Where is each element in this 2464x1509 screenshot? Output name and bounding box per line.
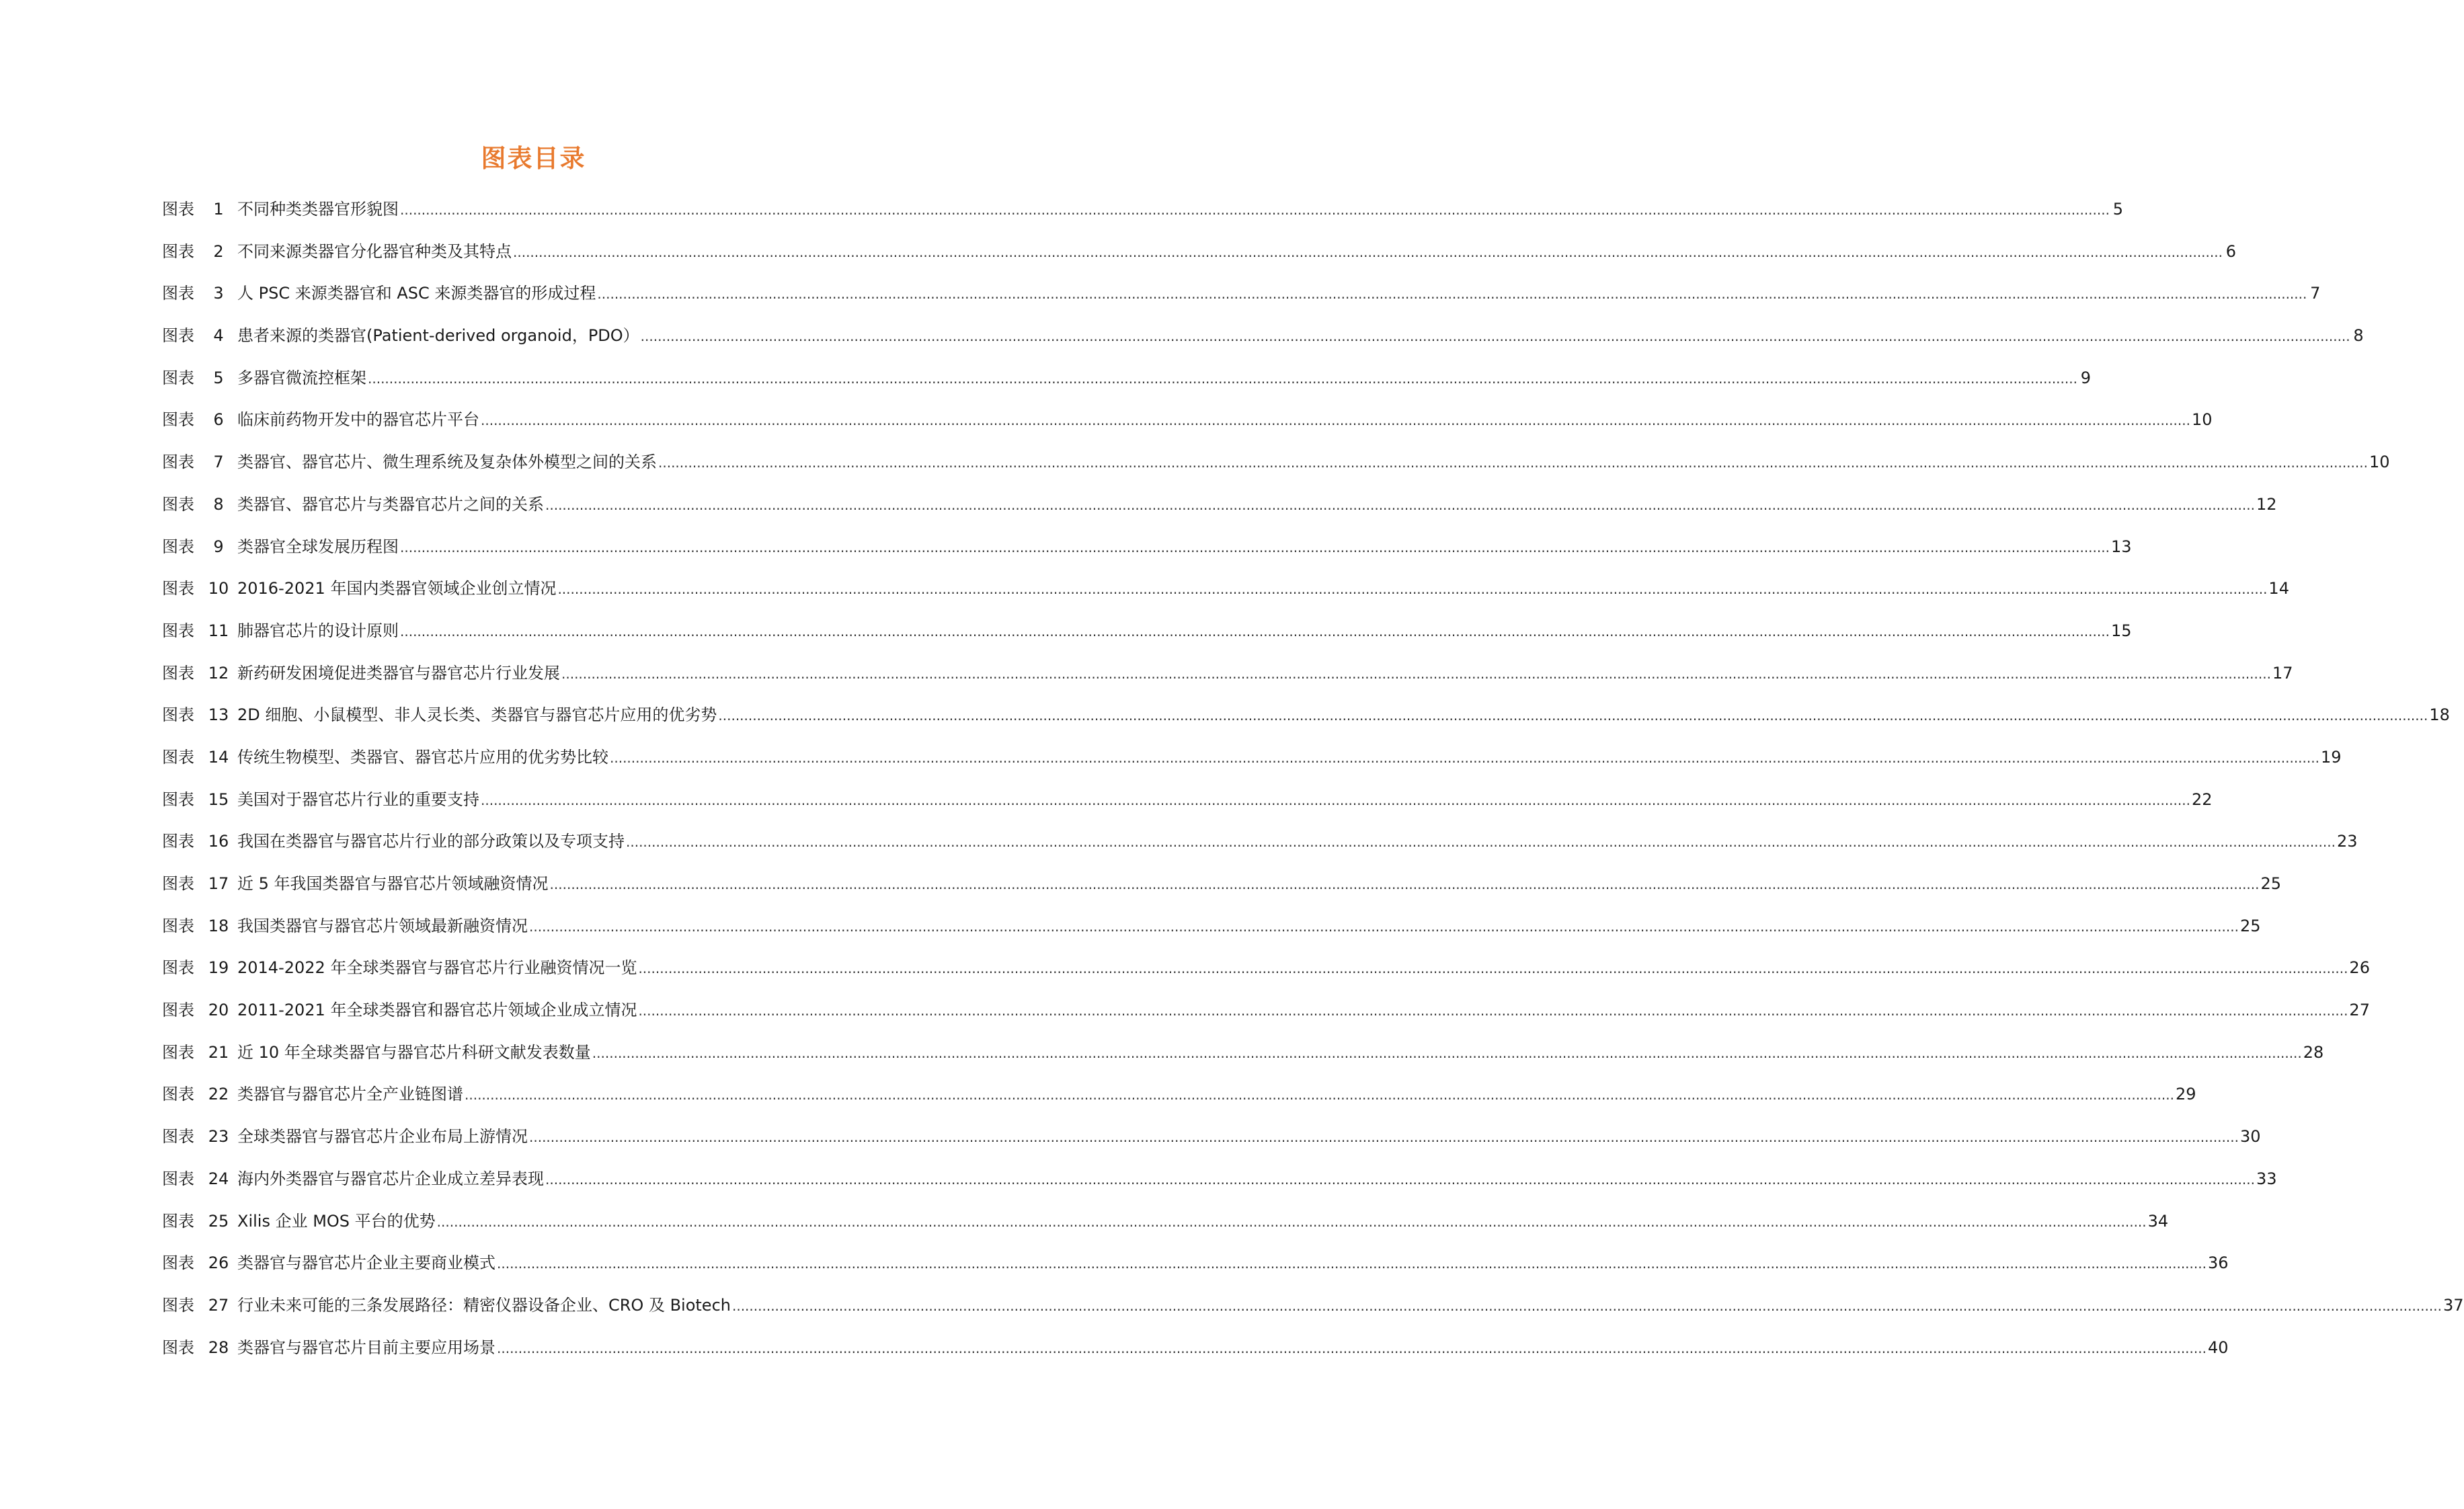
toc-leader-dots: ................................................................................................................................................................................................................................................................................................................................................................................................................ [465, 1087, 2174, 1104]
toc-entry[interactable] [162, 610, 2132, 652]
toc-entry-number: 17 [208, 874, 229, 893]
toc-entry[interactable] [162, 989, 2370, 1032]
toc-leader-dots: ................................................................................................................................................................................................................................................................................................................................................................................................................ [436, 1213, 2147, 1230]
toc-entry-number: 10 [208, 579, 229, 598]
toc-entry-page: 25 [2239, 916, 2261, 935]
toc-entry-page: 23 [2336, 832, 2358, 851]
toc-entry[interactable] [162, 1242, 2229, 1284]
toc-entry-label: 图表 [162, 789, 194, 809]
toc-leader-dots: ................................................................................................................................................................................................................................................................................................................................................................................................................ [481, 791, 2190, 808]
toc-entry[interactable] [162, 820, 2358, 863]
toc-entry[interactable] [162, 483, 2277, 526]
toc-entry-label: 图表 [162, 326, 194, 346]
toc-entry-number: 4 [213, 326, 224, 346]
toc-entry-title: 多器官微流控框架 [237, 368, 366, 387]
toc-entry[interactable] [162, 231, 2236, 273]
toc-entry-label: 图表 [162, 832, 194, 851]
toc-entry-label: 图表 [162, 916, 194, 935]
toc-entry-title: 类器官与器官芯片企业主要商业模式 [237, 1253, 495, 1273]
page-title: 图表目录 [481, 144, 586, 173]
toc-entry-number: 19 [208, 958, 229, 978]
toc-entry-number: 13 [208, 705, 229, 725]
toc-entry-title: 近 10 年全球类器官与器官芯片科研文献发表数量 [237, 1042, 591, 1062]
toc-entry-label: 图表 [162, 1253, 194, 1273]
toc-entry-number: 7 [213, 453, 224, 472]
toc-entry-title: 行业未来可能的三条发展路径：精密仪器设备企业、CRO 及 Biotech [237, 1295, 731, 1315]
toc-entry-label: 图表 [162, 241, 194, 261]
toc-entry-label: 图表 [162, 453, 194, 472]
toc-entry-title: 类器官、器官芯片与类器官芯片之间的关系 [237, 494, 544, 514]
toc-leader-dots: ................................................................................................................................................................................................................................................................................................................................................................................................................ [497, 1340, 2207, 1356]
toc-leader-dots: ................................................................................................................................................................................................................................................................................................................................................................................................................ [638, 1003, 2348, 1019]
toc-entry-title: 我国类器官与器官芯片领域最新融资情况 [237, 916, 528, 935]
toc-entry-label: 图表 [162, 747, 194, 767]
toc-entry-title: 人 PSC 来源类器官和 ASC 来源类器官的形成过程 [237, 284, 596, 303]
toc-entry-label: 图表 [162, 579, 194, 598]
toc-entry-number: 25 [208, 1211, 229, 1231]
toc-entry[interactable] [162, 526, 2132, 568]
toc-entry-title: Xilis 企业 MOS 平台的优势 [237, 1211, 436, 1231]
toc-entry[interactable] [162, 736, 2342, 779]
toc-entry-label: 图表 [162, 1295, 194, 1315]
toc-entry-label: 图表 [162, 1127, 194, 1147]
toc-entry-number: 3 [213, 284, 224, 303]
toc-entry-number: 1 [213, 200, 224, 219]
toc-entry[interactable] [162, 1116, 2261, 1158]
toc-entry-page: 36 [2207, 1253, 2229, 1273]
toc-entry-title: 全球类器官与器官芯片企业布局上游情况 [237, 1127, 528, 1147]
toc-entry-number: 21 [208, 1042, 229, 1062]
toc-entry-number: 20 [208, 1001, 229, 1020]
toc-leader-dots: ................................................................................................................................................................................................................................................................................................................................................................................................................ [513, 243, 2223, 260]
toc-entry-number: 6 [213, 410, 224, 430]
toc-entry-page: 34 [2147, 1211, 2169, 1231]
toc-entry-title: 美国对于器官芯片行业的重要支持 [237, 789, 479, 809]
toc-entry[interactable] [162, 1032, 2324, 1074]
toc-entry[interactable] [162, 947, 2370, 989]
toc-leader-dots: ................................................................................................................................................................................................................................................................................................................................................................................................................ [400, 623, 2110, 640]
toc-entry[interactable] [162, 441, 2390, 483]
toc-entry[interactable] [162, 357, 2091, 399]
toc-entry-number: 5 [213, 368, 224, 387]
toc-leader-dots: ................................................................................................................................................................................................................................................................................................................................................................................................................ [561, 665, 2271, 682]
toc-entry-page: 18 [2429, 705, 2450, 725]
toc-entry-page: 27 [2349, 1001, 2370, 1020]
toc-leader-dots: ................................................................................................................................................................................................................................................................................................................................................................................................................ [640, 328, 2350, 345]
toc-entry-title: 不同种类类器官形貌图 [237, 200, 399, 219]
toc-entry-number: 9 [213, 537, 224, 556]
toc-entry-label: 图表 [162, 1169, 194, 1188]
toc-entry-page: 14 [2268, 579, 2289, 598]
toc-entry-title: 临床前药物开发中的器官芯片平台 [237, 410, 479, 430]
toc-entry-label: 图表 [162, 874, 194, 893]
toc-entry-number: 14 [208, 747, 229, 767]
toc-entry-page: 6 [2225, 241, 2236, 261]
toc-leader-dots: ................................................................................................................................................................................................................................................................................................................................................................................................................ [658, 455, 2368, 471]
toc-leader-dots: ................................................................................................................................................................................................................................................................................................................................................................................................................ [597, 286, 2307, 303]
toc-entry-page: 9 [2080, 368, 2091, 387]
toc-entry[interactable] [162, 652, 2293, 695]
toc-entry-title: 类器官与器官芯片全产业链图谱 [237, 1085, 463, 1104]
toc-entry[interactable] [162, 188, 2123, 231]
toc-entry-title: 类器官、器官芯片、微生理系统及复杂体外模型之间的关系 [237, 453, 657, 472]
toc-entry[interactable] [162, 272, 2321, 315]
toc-entry[interactable] [162, 1200, 2169, 1243]
toc-entry-title: 2011-2021 年全球类器官和器官芯片领域企业成立情况 [237, 1001, 637, 1020]
toc-entry-page: 15 [2110, 621, 2132, 640]
toc-entry-number: 22 [208, 1085, 229, 1104]
toc-entry-title: 2016-2021 年国内类器官领域企业创立情况 [237, 579, 557, 598]
toc-entry-title: 传统生物模型、类器官、器官芯片应用的优劣势比较 [237, 747, 608, 767]
toc-entry-number: 12 [208, 663, 229, 683]
toc-entry-label: 图表 [162, 705, 194, 725]
toc-leader-dots: ................................................................................................................................................................................................................................................................................................................................................................................................................ [731, 1297, 2442, 1314]
toc-entry-number: 2 [213, 241, 224, 261]
toc-entry-page: 28 [2303, 1042, 2324, 1062]
toc-leader-dots: ................................................................................................................................................................................................................................................................................................................................................................................................................ [557, 581, 2268, 598]
toc-entry-page: 29 [2175, 1085, 2196, 1104]
toc-entry[interactable] [162, 1158, 2277, 1200]
toc-entry-label: 图表 [162, 1338, 194, 1357]
toc-entry-number: 26 [208, 1253, 229, 1273]
toc-leader-dots: ................................................................................................................................................................................................................................................................................................................................................................................................................ [529, 918, 2239, 935]
toc-entry-label: 图表 [162, 368, 194, 387]
toc-entry-title: 2D 细胞、小鼠模型、非人灵长类、类器官与器官芯片应用的优劣势 [237, 705, 717, 725]
toc-entry-page: 25 [2260, 874, 2282, 893]
toc-entry-page: 12 [2256, 494, 2277, 514]
toc-leader-dots: ................................................................................................................................................................................................................................................................................................................................................................................................................ [368, 370, 2077, 387]
toc-entry[interactable] [162, 863, 2282, 905]
toc-entry-page: 8 [2353, 326, 2364, 346]
toc-entry-label: 图表 [162, 284, 194, 303]
toc-leader-dots: ................................................................................................................................................................................................................................................................................................................................................................................................................ [626, 834, 2336, 851]
toc-entry-title: 类器官与器官芯片目前主要应用场景 [237, 1338, 495, 1357]
figure-table-of-contents [162, 188, 2464, 1368]
toc-entry-title: 新药研发困境促进类器官与器官芯片行业发展 [237, 663, 560, 683]
toc-entry-page: 13 [2110, 537, 2132, 556]
toc-entry-page: 10 [2191, 410, 2213, 430]
toc-entry-label: 图表 [162, 1001, 194, 1020]
toc-entry[interactable] [162, 779, 2213, 821]
toc-leader-dots: ................................................................................................................................................................................................................................................................................................................................................................................................................ [638, 960, 2348, 977]
toc-entry-title: 我国在类器官与器官芯片行业的部分政策以及专项支持 [237, 832, 625, 851]
toc-entry[interactable] [162, 568, 2289, 610]
toc-entry[interactable] [162, 399, 2213, 441]
toc-leader-dots: ................................................................................................................................................................................................................................................................................................................................................................................................................ [529, 1129, 2239, 1146]
toc-entry[interactable] [162, 694, 2450, 736]
toc-entry-page: 26 [2349, 958, 2370, 978]
toc-leader-dots: ................................................................................................................................................................................................................................................................................................................................................................................................................ [400, 539, 2110, 555]
toc-entry-page: 7 [2310, 284, 2321, 303]
toc-entry[interactable] [162, 315, 2364, 357]
toc-entry-label: 图表 [162, 621, 194, 640]
toc-entry-label: 图表 [162, 1211, 194, 1231]
toc-entry-number: 27 [208, 1295, 229, 1315]
toc-entry-number: 24 [208, 1169, 229, 1188]
toc-leader-dots: ................................................................................................................................................................................................................................................................................................................................................................................................................ [592, 1044, 2302, 1061]
toc-entry-title: 类器官全球发展历程图 [237, 537, 399, 556]
toc-entry-title: 近 5 年我国类器官与器官芯片领域融资情况 [237, 874, 549, 893]
toc-entry-page: 5 [2112, 200, 2123, 219]
toc-entry-label: 图表 [162, 494, 194, 514]
toc-leader-dots: ................................................................................................................................................................................................................................................................................................................................................................................................................ [545, 496, 2255, 513]
toc-entry-page: 22 [2191, 789, 2213, 809]
toc-entry-page: 17 [2272, 663, 2293, 683]
toc-entry-number: 15 [208, 789, 229, 809]
toc-entry-page: 40 [2207, 1338, 2229, 1357]
toc-entry[interactable] [162, 1073, 2196, 1116]
toc-entry-number: 11 [208, 621, 229, 640]
toc-entry-page: 19 [2320, 747, 2342, 767]
toc-entry-label: 图表 [162, 410, 194, 430]
toc-entry[interactable] [162, 905, 2261, 947]
toc-entry[interactable] [162, 1284, 2464, 1327]
toc-entry-title: 患者来源的类器官(Patient-derived organoid，PDO） [237, 326, 639, 346]
toc-entry-title: 肺器官芯片的设计原则 [237, 621, 399, 640]
toc-entry-page: 33 [2256, 1169, 2277, 1188]
toc-entry-number: 23 [208, 1127, 229, 1147]
toc-entry-number: 16 [208, 832, 229, 851]
toc-entry-label: 图表 [162, 200, 194, 219]
toc-leader-dots: ................................................................................................................................................................................................................................................................................................................................................................................................................ [400, 202, 2110, 218]
toc-entry-page: 10 [2369, 453, 2390, 472]
toc-entry-page: 37 [2442, 1295, 2464, 1315]
toc-leader-dots: ................................................................................................................................................................................................................................................................................................................................................................................................................ [545, 1171, 2255, 1188]
toc-entry-label: 图表 [162, 958, 194, 978]
toc-entry-title: 不同来源类器官分化器官种类及其特点 [237, 241, 512, 261]
toc-entry-label: 图表 [162, 1085, 194, 1104]
toc-entry-label: 图表 [162, 663, 194, 683]
toc-entry[interactable] [162, 1327, 2229, 1369]
toc-entry-number: 28 [208, 1338, 229, 1357]
toc-leader-dots: ................................................................................................................................................................................................................................................................................................................................................................................................................ [718, 707, 2428, 724]
toc-entry-title: 海内外类器官与器官芯片企业成立差异表现 [237, 1169, 544, 1188]
toc-leader-dots: ................................................................................................................................................................................................................................................................................................................................................................................................................ [610, 749, 2319, 766]
toc-leader-dots: ................................................................................................................................................................................................................................................................................................................................................................................................................ [549, 876, 2260, 892]
toc-entry-title: 2014-2022 年全球类器官与器官芯片行业融资情况一览 [237, 958, 637, 978]
toc-entry-page: 30 [2239, 1127, 2261, 1147]
toc-entry-label: 图表 [162, 1042, 194, 1062]
toc-entry-number: 8 [213, 494, 224, 514]
toc-leader-dots: ................................................................................................................................................................................................................................................................................................................................................................................................................ [497, 1255, 2207, 1272]
toc-leader-dots: ................................................................................................................................................................................................................................................................................................................................................................................................................ [481, 412, 2190, 429]
toc-entry-label: 图表 [162, 537, 194, 556]
toc-entry-number: 18 [208, 916, 229, 935]
